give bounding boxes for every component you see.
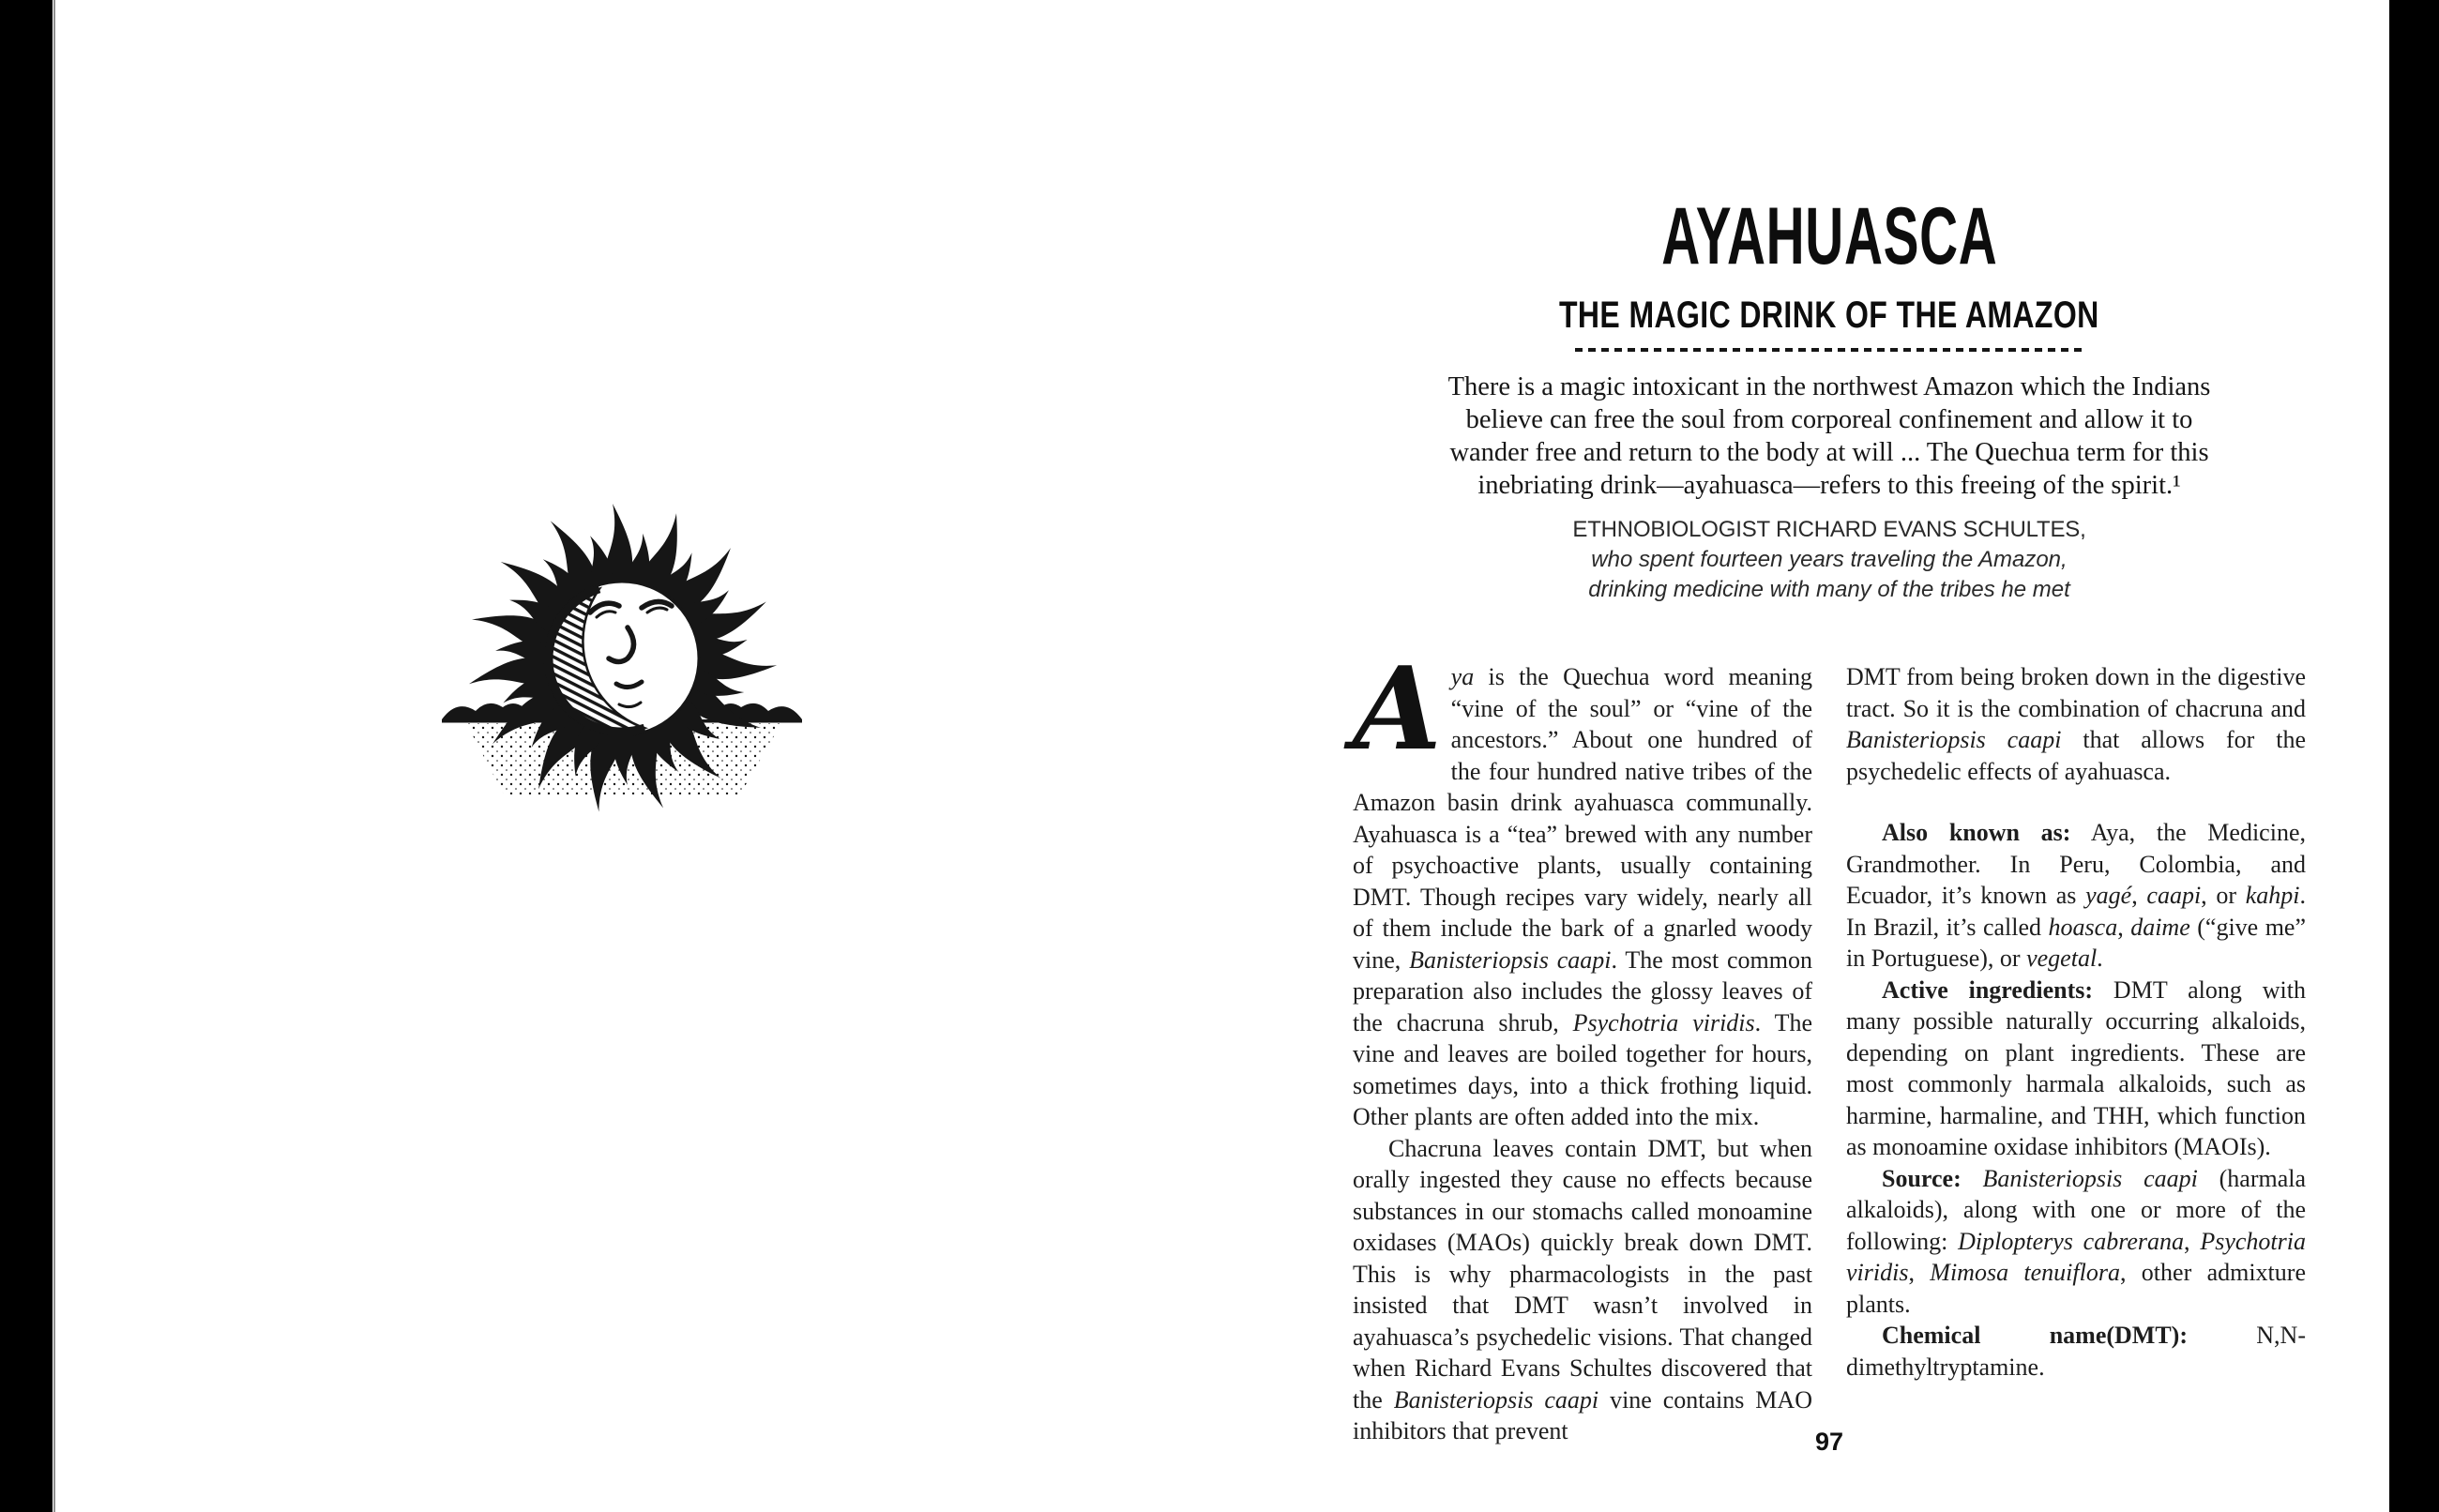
body-column-left: [1353, 641, 1813, 1447]
sun-illustration: [434, 500, 810, 828]
dashed-divider: [1575, 348, 2084, 352]
body-paragraph: Active ingredients: DMT along with many possible naturally occurring alkaloids, depending on plant ingredients. These are most commonly harmala alkaloids, such as harmine, harmaline, and THH, which function as monoamine oxidase inhibitors (MAOIs).: [1846, 975, 2307, 1160]
page-subtitle-text: THE MAGIC DRINK OF THE AMAZON: [1559, 295, 2099, 336]
right-black-bar: [2389, 0, 2439, 1512]
quote-line: There is a magic intoxicant in the northwest Amazon which the Indians: [1447, 372, 2211, 401]
page-number: 97: [1814, 1428, 1844, 1456]
page-edge-divider: [53, 0, 55, 1512]
quote-line: believe can free the soul from corporeal confinement and allow it to: [1465, 405, 2193, 434]
page-title: [1353, 191, 2306, 281]
body-paragraph: Chemical name(DMT): N,N-dimethyltryptamine.: [1846, 1322, 2306, 1381]
body-columns: [1353, 641, 2307, 1447]
sun-face-woodcut-icon: [434, 500, 810, 828]
right-page: [1353, 0, 2306, 1512]
body-paragraph: Chacruna leaves contain DMT, but when orally ingested they cause no effects because substances in our stomachs called monoamine oxidases (MAOs) quickly break down DMT. This is why pharmacologists in the past insisted that DMT wasn’t involved in ayahuasca’s psychedelic visions. That changed when Richard Evans Schultes discovered that the Banisteriopsis caapi vine contains MAO inhibitors that prevent: [1353, 1134, 1812, 1444]
left-black-bar: [0, 0, 53, 1512]
page-title-text: AYAHUASCA: [1660, 191, 1998, 281]
attribution-detail-line: who spent fourteen years traveling the Amazon,: [1591, 547, 2068, 572]
body-paragraph: DMT from being broken down in the digestive tract. So it is the combination of chacruna and Banisteriopsis caapi that allows for the psychedelic effects of ayahuasca.: [1846, 663, 2306, 785]
attribution-name: ETHNOBIOLOGIST RICHARD EVANS SCHULTES,: [1572, 517, 2086, 542]
drop-cap: A: [1353, 641, 1442, 776]
quote-line: inebriating drink—ayahuasca—refers to this freeing of the spirit.¹: [1477, 471, 2181, 500]
epigraph-quote: [1353, 370, 2306, 502]
quote-line: wander free and return to the body at will ... The Quechua term for this: [1449, 438, 2209, 467]
body-paragraph: Also known as: Aya, the Medicine, Grandmother. In Peru, Colombia, and Ecuador, it’s known as yagé, caapi, or kahpi. In Brazil, it’s called hoasca, daime (“give me” in Portuguese), or vegetal.: [1846, 819, 2307, 972]
attribution-detail-line: drinking medicine with many of the tribes he met: [1588, 577, 2070, 602]
body-paragraph: Aya is the Quechua word meaning “vine of the soul” or “vine of the ancestors.” About one hundred of the four hundred native tribes of the Amazon basin drink ayahuasca communally. Ayahuasca is a “tea” brewed with any number of psychoactive plants, usually containing DMT. Though recipes vary widely, nearly all of them include the bark of a gnarled woody vine, Banisteriopsis caapi. The most common preparation also includes the glossy leaves of the chacruna shrub, Psychotria viridis. The vine and leaves are boiled together for hours, sometimes days, into a thick frothing liquid. Other plants are often added into the mix.: [1353, 641, 1813, 1130]
body-column-right: [1846, 661, 2306, 1447]
body-paragraph: Source: Banisteriopsis caapi (harmala alkaloids), along with one or more of the following: Diplopterys cabrerana, Psychotria viridis, Mimosa tenuiflora, other admixture plants.: [1846, 1164, 2306, 1318]
attribution-detail: [1353, 545, 2306, 605]
page-subtitle: [1353, 296, 2306, 334]
